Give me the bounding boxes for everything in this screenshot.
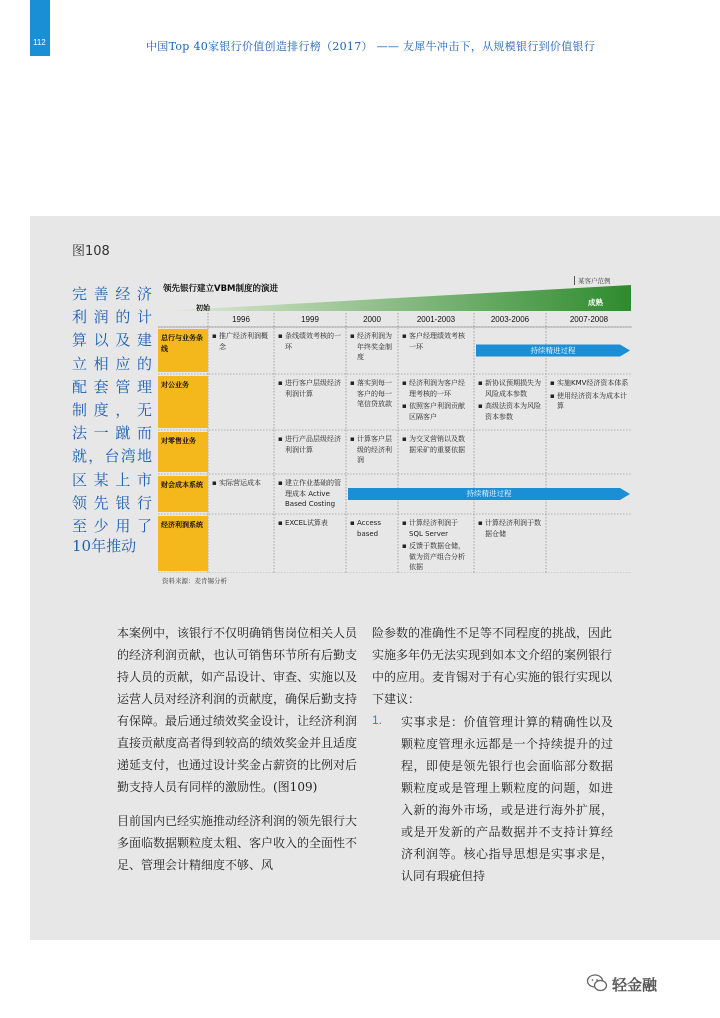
- table-cell: [549, 378, 629, 412]
- row-header: 财会成本系统: [158, 476, 208, 512]
- cell-text: 条线绩效考核的一环: [285, 332, 341, 351]
- bullet-icon: ▪: [350, 519, 355, 527]
- bullet-icon: ▪: [350, 332, 355, 340]
- bullet-icon: ▪: [550, 379, 555, 387]
- table-cell: [277, 434, 343, 455]
- source-note: 资料来源：麦肯锡分析: [162, 577, 227, 585]
- chart-title: 领先银行建立VBM制度的演进: [163, 284, 279, 294]
- bullet-icon: ▪: [478, 402, 483, 410]
- bullet-icon: ▪: [402, 379, 407, 387]
- cell-text: 实施KMV经济资本体系: [557, 379, 629, 387]
- table-cell: [401, 378, 471, 422]
- body-right-intro: 险参数的准确性不足等不同程度的挑战，因此实施多年仍无法实现到如本文介绍的案例银行中的应用。麦肯锡对于有心实施的银行实现以下建议：: [372, 626, 613, 706]
- running-title: 中国Top 40家银行价值创造排行榜（2017） —— 友犀牛冲击下，从规模银行到价值银行: [146, 40, 596, 53]
- side-quote-line: 完善经济: [72, 285, 152, 303]
- cell-text: 新协议预期损失为风险成本参数: [485, 379, 541, 398]
- row-header: 对公业务: [158, 376, 208, 428]
- bullet-icon: ▪: [350, 435, 355, 443]
- cell-text: Access based: [357, 519, 381, 538]
- bullet-icon: ▪: [402, 402, 407, 410]
- figure-label: 图108: [72, 244, 110, 259]
- row-header: 经济利润系统: [158, 516, 208, 571]
- table-cell: [277, 378, 343, 399]
- wechat-icon: [586, 973, 608, 993]
- table-cell: [211, 331, 271, 352]
- table-cell: [477, 518, 543, 539]
- cell-text: 进行产品层级经济利润计算: [285, 435, 341, 454]
- side-quote-line: 法一蹴而: [72, 424, 152, 443]
- bullet-icon: ▪: [402, 435, 407, 443]
- side-quote-line: 立相应的: [72, 354, 152, 373]
- table-cell: [349, 518, 395, 539]
- body-paragraph: 目前国内已经实施推动经济利润的领先银行大多面临数据颗粒度太粗、客户收入的全面性不足、管理会计精细度不够、风: [117, 814, 358, 872]
- page-tab: [30, 0, 50, 56]
- cell-text: 建立作业基础的管理成本 Active Based Costing: [285, 479, 341, 508]
- cell-text: 计算经济利润于SQL Server: [409, 519, 458, 538]
- cell-text: 高级法资本为风险资本参数: [485, 402, 541, 421]
- side-quote: [72, 283, 152, 538]
- side-quote-line: 制度，无: [72, 401, 152, 420]
- watermark-text: 轻金融: [612, 976, 658, 994]
- cell-text: 为交叉营销以及数据采矿的重要依据: [409, 435, 465, 454]
- column-header: 1999: [301, 315, 319, 324]
- cell-text: 进行客户层级经济利润计算: [285, 379, 341, 398]
- column-header: 2003-2006: [490, 315, 530, 324]
- table-cell: [211, 478, 271, 489]
- table-cell: [401, 434, 471, 455]
- side-quote-line: 利润的计: [72, 308, 152, 327]
- cell-text: 推广经济利润概念: [219, 332, 268, 351]
- bullet-icon: ▪: [278, 332, 283, 340]
- table-cell: [277, 478, 343, 510]
- page-number: 112: [33, 38, 46, 47]
- bullet-icon: ▪: [402, 332, 407, 340]
- row-header: 总行与业务条线: [158, 329, 208, 372]
- side-quote-last-line: 10年推动: [72, 537, 137, 555]
- start-label: 初始: [196, 304, 210, 312]
- legend-note: 某客户范例: [574, 276, 611, 285]
- bullet-icon: ▪: [402, 542, 407, 550]
- side-quote-line: 领先银行: [72, 493, 152, 512]
- table-cell: [349, 434, 395, 466]
- bullet-icon: ▪: [350, 379, 355, 387]
- body-paragraph: 本案例中，该银行不仅明确销售岗位相关人员的经济利润贡献，也认可销售环节所有后勤支持人员的贡献，如产品设计、审查、实施以及运营人员对经济利润的贡献度，确保后勤支持有保障。最后通过绩效奖金设计，让经济利润直接贡献度高者得到较高的绩效奖金并且适度递延支付，也通过设计奖金占薪资的比例对后勤支持人员有同样的激励性。(图109): [117, 626, 358, 794]
- column-header: 2000: [363, 315, 381, 324]
- process-band-label: 持续精进过程: [530, 345, 576, 355]
- list-number: 1.: [372, 713, 383, 727]
- maturity-wedge: [163, 283, 631, 311]
- cell-text: 计算客户层级的经济利润: [357, 435, 392, 464]
- mature-label: 成熟: [588, 298, 603, 307]
- cell-text: 经济利润为客户经理考核的一环: [409, 379, 465, 398]
- process-band-label: 持续精进过程: [466, 489, 512, 498]
- list-item: 实事求是：价值管理计算的精确性以及颗粒度管理永远都是一个持续提升的过程，即使是领先银行也会面临部分数据颗粒度或是管理上颗粒度的问题，如进入新的海外市场，或是进行海外扩展，或是开发新的产品数据并不支持计算经济利润等。核心指导思想是实事求是，认同有瑕疵但持: [401, 715, 613, 883]
- body-left-column: [117, 622, 357, 876]
- bullet-icon: ▪: [278, 379, 283, 387]
- cell-text: 使用经济资本为成本计算: [557, 391, 627, 410]
- cell-text: 实际营运成本: [219, 479, 261, 487]
- bullet-icon: ▪: [278, 479, 283, 487]
- cell-text: 经济利润为年终奖金制度: [357, 332, 392, 361]
- cell-text: 落实到每一客户的每一笔信贷放款: [357, 379, 392, 408]
- column-header: 1996: [232, 315, 250, 324]
- row-header: 对零售业务: [158, 432, 208, 472]
- column-header: 2001-2003: [416, 315, 456, 324]
- side-quote-line: 就，台湾地: [72, 447, 152, 466]
- column-header: 2007-2008: [569, 315, 609, 324]
- bullet-icon: ▪: [478, 519, 483, 527]
- cell-text: 反馈于数据仓储，做为资产组合分析依据: [409, 542, 465, 571]
- table-cell: [401, 518, 471, 573]
- table-cell: [349, 331, 395, 363]
- bullet-icon: ▪: [212, 332, 217, 340]
- cell-text: 客户经理绩效考核一环: [409, 332, 465, 351]
- table-cell: [277, 331, 343, 352]
- table-cell: [477, 378, 543, 422]
- side-quote-line: 配套管理: [72, 377, 152, 396]
- bullet-icon: ▪: [278, 519, 283, 527]
- side-quote-line: 至少用了: [72, 517, 152, 536]
- bullet-icon: ▪: [402, 519, 407, 527]
- side-quote-line: 区某上市: [72, 470, 152, 489]
- cell-text: 计算经济利润于数据仓储: [485, 519, 541, 538]
- side-quote-line: 算以及建: [72, 331, 152, 350]
- table-cell: [401, 331, 471, 352]
- bullet-icon: ▪: [278, 435, 283, 443]
- cell-text: 依照客户利润贡献区隔客户: [409, 402, 465, 421]
- bullet-icon: ▪: [212, 479, 217, 487]
- bullet-icon: ▪: [478, 379, 483, 387]
- cell-text: EXCEL试算表: [285, 519, 328, 527]
- table-cell: [349, 378, 395, 410]
- table-cell: [277, 518, 343, 529]
- bullet-icon: ▪: [550, 391, 555, 400]
